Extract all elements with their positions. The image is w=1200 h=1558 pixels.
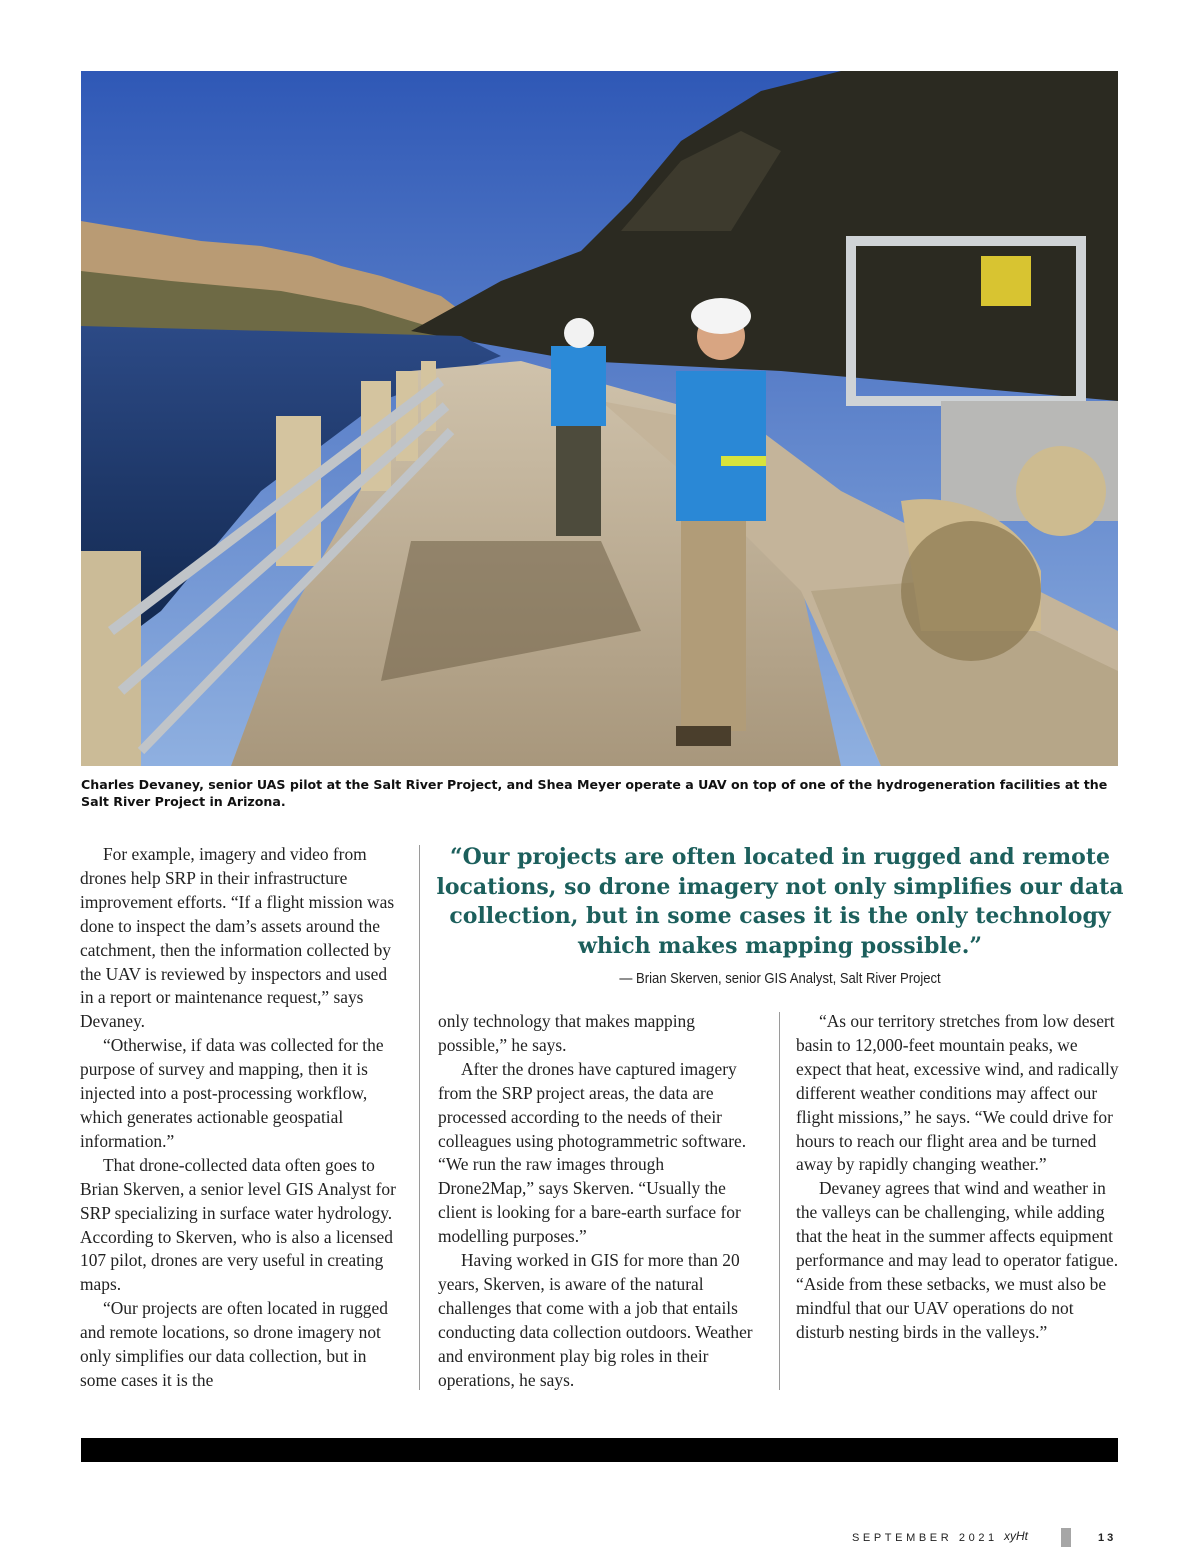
article-column-3 (796, 1010, 1121, 1345)
pull-quote-attribution: — Brian Skerven, senior GIS Analyst, Salt River Project (619, 971, 941, 987)
issue-date: SEPTEMBER 2021 (852, 1532, 998, 1544)
paragraph: “Our projects are often located in rugged and remote locations, so drone imagery not only simplifies our data collection, but in some cases it is the (80, 1298, 388, 1390)
pull-quote: “Our projects are often located in rugged and remote locations, so drone imagery not only simplifies our data collection, but in some cases it is the only technology which makes mapping possible.” (436, 844, 1124, 959)
column-divider (419, 845, 420, 1390)
article-column-2 (438, 1010, 764, 1393)
paragraph: That drone-collected data often goes to Brian Skerven, a senior level GIS Analyst for SRP specializing in surface water hydrology. According to Skerven, who is also a licensed 107 pilot, drones are very useful in creating maps. (80, 1154, 396, 1295)
paragraph: Having worked in GIS for more than 20 years, Skerven, is aware of the natural challenges that come with a job that entails conducting data collection outdoors. Weather and environment play big roles in their operations, he says. (438, 1250, 753, 1390)
paragraph: only technology that makes mapping possible,” he says. (438, 1011, 695, 1055)
article-column-1 (80, 843, 403, 1393)
photo-dam-uav-operators-icon (81, 71, 1118, 766)
column-divider (779, 1012, 780, 1390)
paragraph: For example, imagery and video from drones help SRP in their infrastructure improvement efforts. “If a flight mission was done to inspect the dam’s assets around the catchment, then the information collected by the UAV is reviewed by inspectors and used in a report or maintenance request,” says Devaney. (80, 844, 395, 1032)
magazine-logo: xyHt (1004, 1529, 1028, 1543)
paragraph: “Otherwise, if data was collected for the purpose of survey and mapping, then it is injected into a post-processing workflow, which generates actionable geospatial information.” (80, 1035, 384, 1151)
paragraph: “As our territory stretches from low desert basin to 12,000-feet mountain peaks, we expect that heat, excessive wind, and radically different weather conditions may affect our flight missions,” he says. “We could drive for hours to reach our flight area and be turned away by rapidly changing weather.” (796, 1011, 1119, 1175)
photo-caption: Charles Devaney, senior UAS pilot at the Salt River Project, and Shea Meyer operate a UAV on top of one of the hydrogeneration facilities at the Salt River Project in Arizona. (81, 777, 1108, 809)
footer-block (1061, 1528, 1071, 1547)
footer-bar (81, 1438, 1118, 1462)
paragraph: Devaney agrees that wind and weather in the valleys can be challenging, while adding that the heat in the summer affects equipment performance and may lead to operator fatigue. “Aside from these setbacks, we must also be mindful that our UAV operations do not disturb nesting birds in the valleys.” (796, 1178, 1119, 1342)
paragraph: After the drones have captured imagery from the SRP project areas, the data are processed according to the needs of their colleagues using photogrammetric software. “We run the raw images through Drone2Map,” says Skerven. “Usually the client is looking for a bare-earth surface for modelling purposes.” (438, 1058, 747, 1247)
page-number: 13 (1098, 1532, 1117, 1544)
article-photo (81, 71, 1118, 766)
